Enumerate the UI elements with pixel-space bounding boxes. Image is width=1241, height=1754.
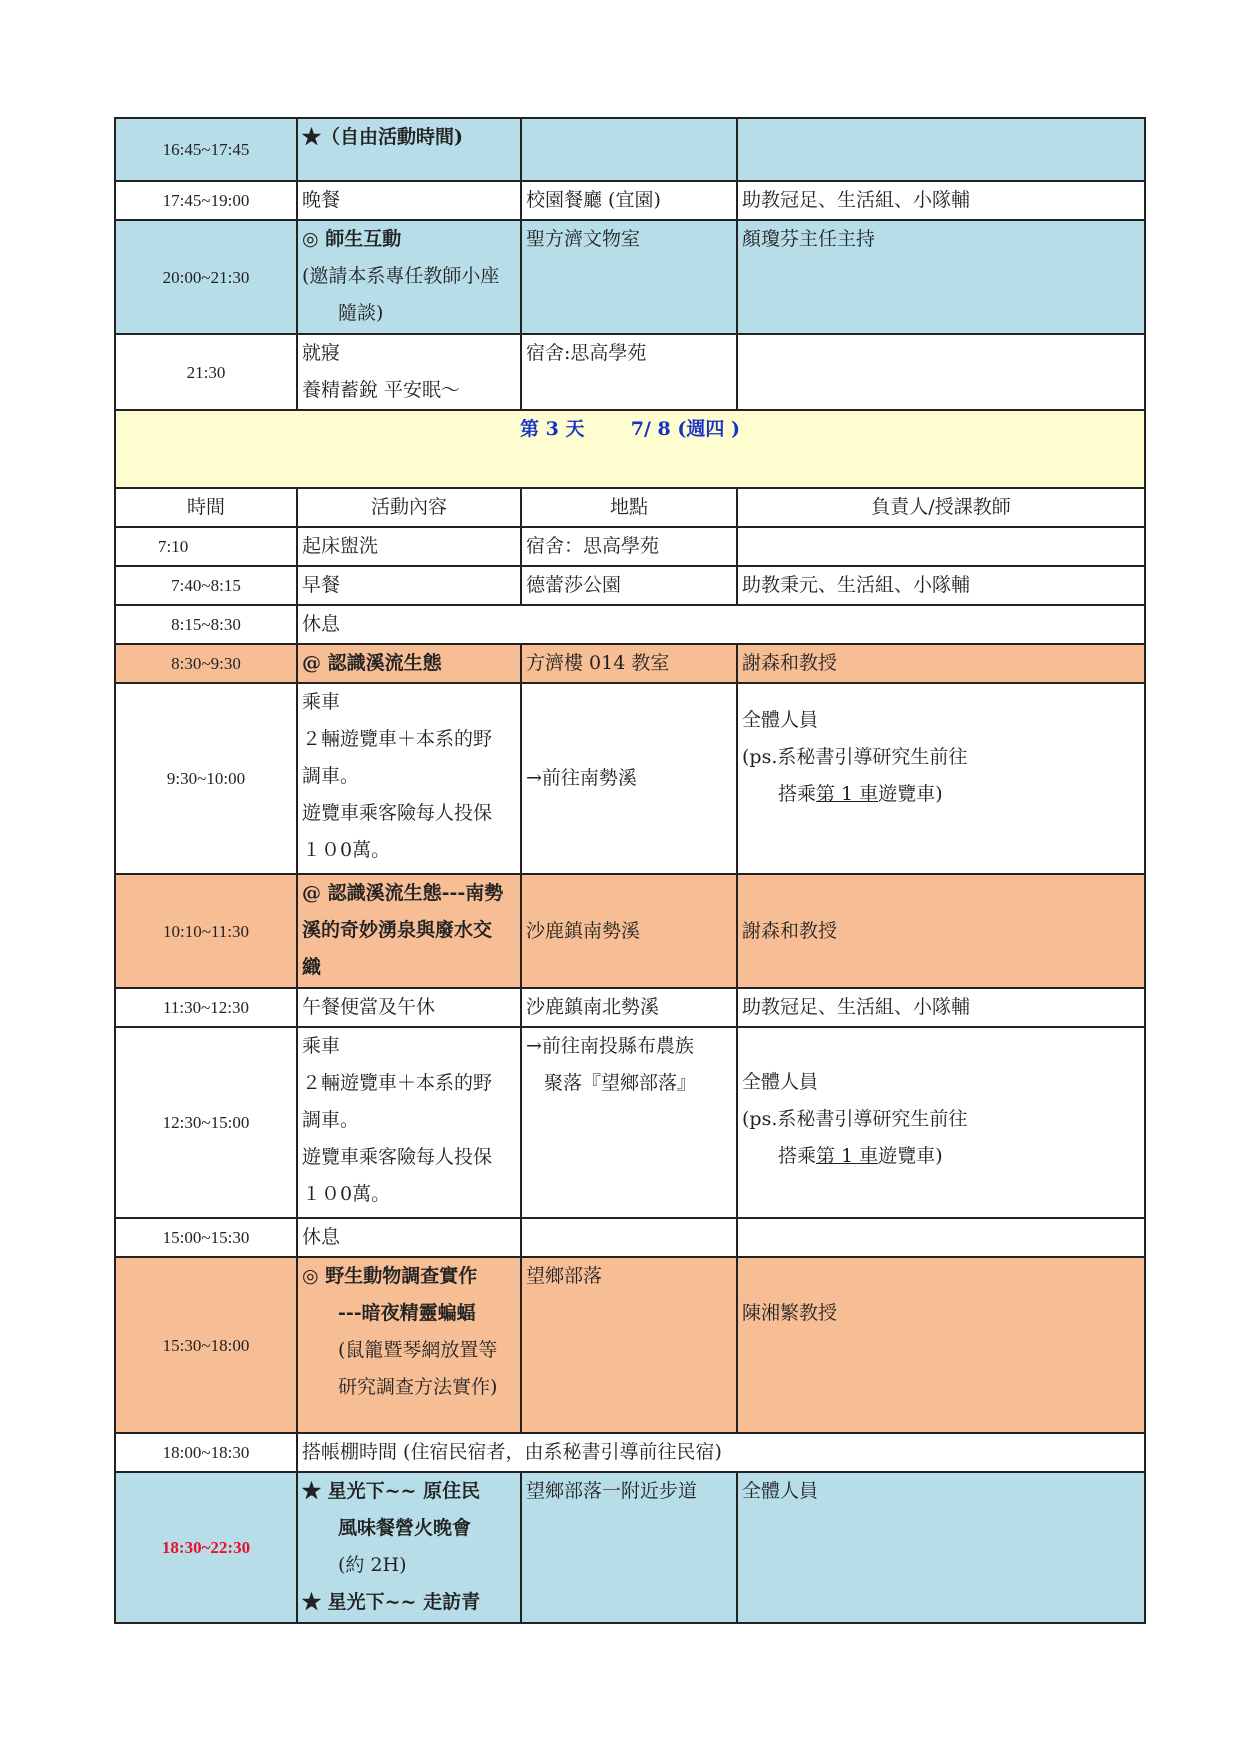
column-header-row <box>115 488 1145 527</box>
schedule-row <box>115 644 1145 683</box>
header-person: 負責人/授課教師 <box>737 488 1145 527</box>
day-header <box>115 410 1145 488</box>
activity-cell <box>297 1257 521 1433</box>
time-cell: 15:00~15:30 <box>115 1218 297 1257</box>
day-header-row <box>115 410 1145 488</box>
place-cell: 望鄉部落一附近步道 <box>521 1472 737 1623</box>
activity-cell: @ 認識溪流生態 <box>297 644 521 683</box>
time-cell: 10:10~11:30 <box>115 874 297 988</box>
person-line: 全體人員 <box>742 1071 819 1093</box>
time-cell: 21:30 <box>115 334 297 410</box>
person-line <box>742 1138 1140 1175</box>
activity-line: １０0萬。 <box>302 839 391 861</box>
person-cell <box>737 1218 1145 1257</box>
schedule-row <box>115 1027 1145 1218</box>
person-line: 全體人員 <box>742 709 819 731</box>
person-cell: 全體人員 <box>737 1472 1145 1623</box>
activity-line: 乘車 <box>302 1035 341 1057</box>
person-cell: 謝森和教授 <box>737 644 1145 683</box>
activity-cell: 早餐 <box>297 566 521 605</box>
activity-line: 養精蓄銳 平安眠～ <box>302 379 461 401</box>
activity-line: 遊覽車乘客險每人投保 <box>302 802 493 824</box>
activity-line: ★ 星光下~~ 走訪青 <box>302 1591 481 1613</box>
person-cell: 陳湘繁教授 <box>737 1257 1145 1433</box>
schedule-row <box>115 181 1145 220</box>
place-cell: 校園餐廳 (宜園) <box>521 181 737 220</box>
person-cell <box>737 118 1145 181</box>
header-activity: 活動內容 <box>297 488 521 527</box>
time-cell: 20:00~21:30 <box>115 220 297 334</box>
person-cell: 顏瓊芬主任主持 <box>737 220 1145 334</box>
place-cell <box>521 1218 737 1257</box>
activity-line: ２輛遊覽車＋本系的野 <box>302 728 493 750</box>
person-text-underlined: 第 1 車 <box>816 1145 879 1167</box>
activity-line: 隨談) <box>338 302 384 324</box>
person-line <box>742 776 1140 813</box>
activity-line: (約 2H) <box>338 1554 407 1576</box>
person-text: 搭乘 <box>778 783 817 805</box>
person-text: 搭乘 <box>778 1145 817 1167</box>
header-place: 地點 <box>521 488 737 527</box>
activity-line: (鼠籠暨琴網放置等 <box>338 1339 498 1361</box>
person-line: (ps.系秘書引導研究生前往 <box>742 1108 968 1130</box>
place-cell <box>521 1027 737 1218</box>
time-cell: 18:00~18:30 <box>115 1433 297 1472</box>
activity-line: 調車。 <box>302 765 360 787</box>
activity-line: 調車。 <box>302 1109 360 1131</box>
place-cell: 宿舍：思高學苑 <box>521 527 737 566</box>
activity-cell: ★（自由活動時間) <box>297 118 521 181</box>
place-cell: 沙鹿鎮南北勢溪 <box>521 988 737 1027</box>
day-date: 7/ 8 (週四 ) <box>630 418 740 440</box>
activity-line: (邀請本系專任教師小座 <box>302 265 500 287</box>
activity-cell <box>297 683 521 874</box>
activity-line: 織 <box>302 956 322 978</box>
activity-cell <box>297 1027 521 1218</box>
time-cell: 18:30~22:30 <box>115 1472 297 1623</box>
person-cell <box>737 1027 1145 1218</box>
schedule-row <box>115 988 1145 1027</box>
schedule-row <box>115 683 1145 874</box>
activity-line: 就寢 <box>302 342 341 364</box>
schedule-row <box>115 527 1145 566</box>
activity-line: 遊覽車乘客險每人投保 <box>302 1146 493 1168</box>
time-cell: 17:45~19:00 <box>115 181 297 220</box>
place-cell: 聖方濟文物室 <box>521 220 737 334</box>
activity-line: @ 認識溪流生態---南勢 <box>302 882 504 904</box>
time-cell: 8:30~9:30 <box>115 644 297 683</box>
place-cell: 方濟樓 014 教室 <box>521 644 737 683</box>
activity-line: 乘車 <box>302 691 341 713</box>
activity-line: ★ 星光下~~ 原住民 <box>302 1480 481 1502</box>
schedule-row <box>115 220 1145 334</box>
activity-line: 研究調查方法實作) <box>338 1376 498 1398</box>
schedule-row <box>115 874 1145 988</box>
time-cell: 9:30~10:00 <box>115 683 297 874</box>
person-cell: 助教冠足、生活組、小隊輔 <box>737 181 1145 220</box>
place-cell: 望鄉部落 <box>521 1257 737 1433</box>
time-cell: 8:15~8:30 <box>115 605 297 644</box>
time-cell: 12:30~15:00 <box>115 1027 297 1218</box>
person-text: 遊覽車) <box>878 783 943 805</box>
activity-cell <box>297 874 521 988</box>
person-cell: 助教冠足、生活組、小隊輔 <box>737 988 1145 1027</box>
activity-cell <box>297 1472 521 1623</box>
schedule-row <box>115 605 1145 644</box>
activity-line: 溪的奇妙湧泉與廢水交 <box>302 919 493 941</box>
place-cell: 德蕾莎公園 <box>521 566 737 605</box>
schedule-row <box>115 1218 1145 1257</box>
time-cell: 7:40~8:15 <box>115 566 297 605</box>
person-cell <box>737 683 1145 874</box>
person-line: (ps.系秘書引導研究生前往 <box>742 746 968 768</box>
header-time: 時間 <box>115 488 297 527</box>
activity-line: ---暗夜精靈蝙蝠 <box>338 1302 476 1324</box>
place-cell: 宿舍:思高學苑 <box>521 334 737 410</box>
activity-cell: 晚餐 <box>297 181 521 220</box>
person-cell <box>737 527 1145 566</box>
activity-line: １０0萬。 <box>302 1183 391 1205</box>
activity-cell: 午餐便當及午休 <box>297 988 521 1027</box>
activity-cell: 休息 <box>297 1218 521 1257</box>
schedule-row <box>115 1257 1145 1433</box>
time-cell: 7:10 <box>115 527 297 566</box>
activity-line: ◎ 野生動物調查實作 <box>302 1265 478 1287</box>
day-label: 第 3 天 <box>520 418 585 440</box>
activity-line: ◎ 師生互動 <box>302 228 402 250</box>
place-cell: →前往南勢溪 <box>521 683 737 874</box>
place-cell: 沙鹿鎮南勢溪 <box>521 874 737 988</box>
time-cell: 11:30~12:30 <box>115 988 297 1027</box>
schedule-row <box>115 566 1145 605</box>
person-cell: 謝森和教授 <box>737 874 1145 988</box>
schedule-row <box>115 334 1145 410</box>
activity-line: ２輛遊覽車＋本系的野 <box>302 1072 493 1094</box>
place-cell <box>521 118 737 181</box>
person-cell <box>737 334 1145 410</box>
time-cell: 15:30~18:00 <box>115 1257 297 1433</box>
activity-cell: 搭帳棚時間 (住宿民宿者，由系秘書引導前往民宿) <box>297 1433 1145 1472</box>
schedule-row <box>115 118 1145 181</box>
place-line: →前往南投縣布農族 <box>526 1035 694 1057</box>
place-line: 聚落『望鄉部落』 <box>544 1072 697 1094</box>
person-cell: 助教秉元、生活組、小隊輔 <box>737 566 1145 605</box>
schedule-row <box>115 1433 1145 1472</box>
activity-cell <box>297 334 521 410</box>
activity-cell: 起床盥洗 <box>297 527 521 566</box>
time-cell: 16:45~17:45 <box>115 118 297 181</box>
schedule-row <box>115 1472 1145 1623</box>
activity-line: 風味餐營火晚會 <box>338 1517 472 1539</box>
person-text-underlined: 第 1 車 <box>816 783 879 805</box>
activity-cell <box>297 220 521 334</box>
activity-cell: 休息 <box>297 605 1145 644</box>
person-text: 遊覽車) <box>878 1145 943 1167</box>
schedule-table <box>114 117 1146 1624</box>
